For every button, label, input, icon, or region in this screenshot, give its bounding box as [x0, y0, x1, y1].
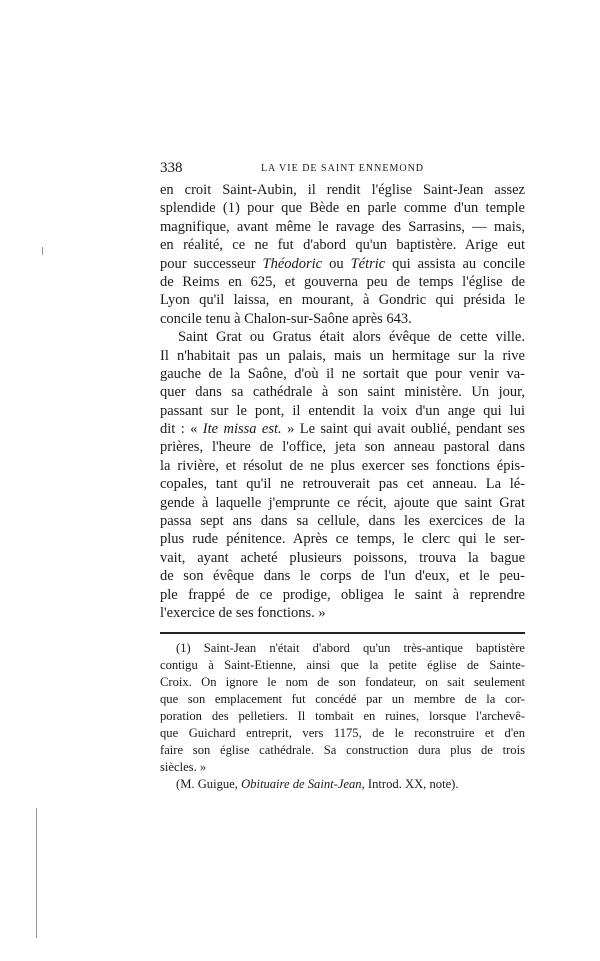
text-line: [160, 512, 525, 530]
text-segment: concile tenu à Chalon-sur-Saône après 643.: [160, 310, 412, 327]
text-line: [160, 236, 525, 254]
footnote-line: [160, 742, 525, 759]
text-line: [160, 604, 525, 622]
italic-text: Ite missa est.: [202, 421, 282, 438]
footnote-line: [160, 640, 525, 657]
text-segment: siècles. »: [160, 760, 207, 774]
text-segment: splendide (1) pour que Bède en parle comme d'un temple: [160, 200, 525, 217]
page-header: [160, 160, 525, 178]
text-segment: gauche de la Saône, d'où il ne sortait que pour venir va-: [160, 365, 525, 382]
text-segment: contigu à Saint-Etienne, ainsi que la petite église de Sainte-: [160, 658, 525, 672]
text-segment: gende à laquelle j'emprunte ce récit, ajoute que saint Grat: [160, 494, 525, 511]
text-line: [160, 420, 525, 438]
text-segment: Il n'habitait pas un palais, mais un hermitage sur la rive: [160, 347, 525, 364]
text-segment: Lyon qu'il laissa, en mourant, à Gondric qui présida le: [160, 292, 525, 309]
text-segment: copales, tant qu'il ne retrouverait pas cet anneau. La lé-: [160, 476, 525, 493]
text-line: [160, 181, 525, 199]
text-line: [160, 438, 525, 456]
text-segment: plus rude pénitence. Après ce temps, le clerc qui le ser-: [160, 531, 525, 548]
text-line: [160, 549, 525, 567]
text-line: [160, 567, 525, 585]
text-segment: que son emplacement fut concédé par un membre de la cor-: [160, 692, 525, 706]
italic-text: Théodoric: [262, 255, 323, 272]
scan-mark: [42, 247, 43, 255]
text-line: [160, 255, 525, 273]
text-segment: (M. Guigue,: [176, 777, 242, 791]
text-segment: passant sur le pont, il entendit la voix d'un ange qui lui: [160, 402, 525, 419]
text-line: [160, 218, 525, 236]
text-segment: ou: [322, 255, 351, 272]
text-segment: de Reims en 625, et gouverna peu de temps l'église de: [160, 273, 525, 290]
text-segment: Croix. On ignore le nom de son fondateur, on sait seulement: [160, 675, 525, 689]
body-text: [160, 181, 525, 622]
text-line: [160, 530, 525, 548]
text-line: [160, 347, 525, 365]
text-segment: la rivière, et résolut de ne plus exercer ses fonctions épis-: [160, 457, 525, 474]
text-line: [160, 328, 525, 346]
text-line: [160, 273, 525, 291]
text-segment: passa sept ans dans sa cellule, dans les exercices de la: [160, 513, 525, 530]
text-segment: de son évêque dans le corps de l'un d'eux, et le peu-: [160, 568, 525, 585]
text-segment: Introd. XX, note).: [364, 777, 459, 791]
text-line: [160, 383, 525, 401]
footnote-line: [160, 674, 525, 691]
text-line: [160, 199, 525, 217]
text-line: [160, 457, 525, 475]
text-segment: en croit Saint-Aubin, il rendit l'église Saint-Jean assez: [160, 182, 525, 198]
text-segment: poration des pelletiers. Il tombait en ruines, lorsque l'archevê-: [160, 709, 525, 723]
text-segment: Saint Grat ou Gratus était alors évêque de cette ville.: [178, 329, 525, 346]
text-segment: en réalité, ce ne fut d'abord qu'un baptistère. Arige eut: [160, 237, 525, 254]
footnote-line: [160, 657, 525, 674]
text-segment: (1) Saint-Jean n'était d'abord qu'un très-antique baptistère: [176, 641, 525, 655]
text-line: [160, 310, 525, 328]
scan-mark: [36, 808, 37, 938]
footnote-line: [160, 776, 525, 793]
text-segment: magnifique, avant même le ravage des Sarrasins, — mais,: [160, 218, 525, 235]
text-segment: ple frappé de ce prodige, obligea le saint à reprendre: [160, 586, 525, 603]
page-number: 338: [160, 160, 183, 176]
footnotes: [160, 640, 525, 793]
running-title: LA VIE DE SAINT ENNEMOND: [260, 163, 425, 174]
text-line: [160, 402, 525, 420]
text-segment: qui assista au concile: [385, 255, 525, 272]
footnote-line: [160, 725, 525, 742]
italic-text: Tétric: [350, 255, 386, 272]
text-line: [160, 494, 525, 512]
text-segment: prières, l'heure de l'office, jeta son anneau pastoral dans: [160, 439, 525, 456]
text-segment: » Le saint qui avait oublié, pendant ses: [281, 421, 525, 438]
footnote-line: [160, 691, 525, 708]
text-segment: pour successeur: [160, 255, 263, 272]
footnote-line: [160, 708, 525, 725]
text-line: [160, 365, 525, 383]
text-line: [160, 586, 525, 604]
footnote-line: [160, 759, 525, 776]
text-segment: que Guichard entreprit, vers 1175, de le reconstruire et d'en: [160, 726, 525, 740]
text-segment: l'exercice de ses fonctions. »: [160, 604, 326, 621]
text-segment: vait, ayant acheté plusieurs poissons, trouva la bague: [160, 549, 525, 566]
text-segment: quer dans sa cathédrale à son saint ministère. Un jour,: [160, 384, 525, 401]
footnote-divider: [160, 632, 525, 634]
text-segment: dit : «: [160, 421, 203, 438]
italic-text: Obituaire de Saint-Jean,: [241, 777, 365, 791]
text-line: [160, 291, 525, 309]
text-segment: faire son église cathédrale. Sa construction dura plus de trois: [160, 743, 525, 757]
text-line: [160, 475, 525, 493]
